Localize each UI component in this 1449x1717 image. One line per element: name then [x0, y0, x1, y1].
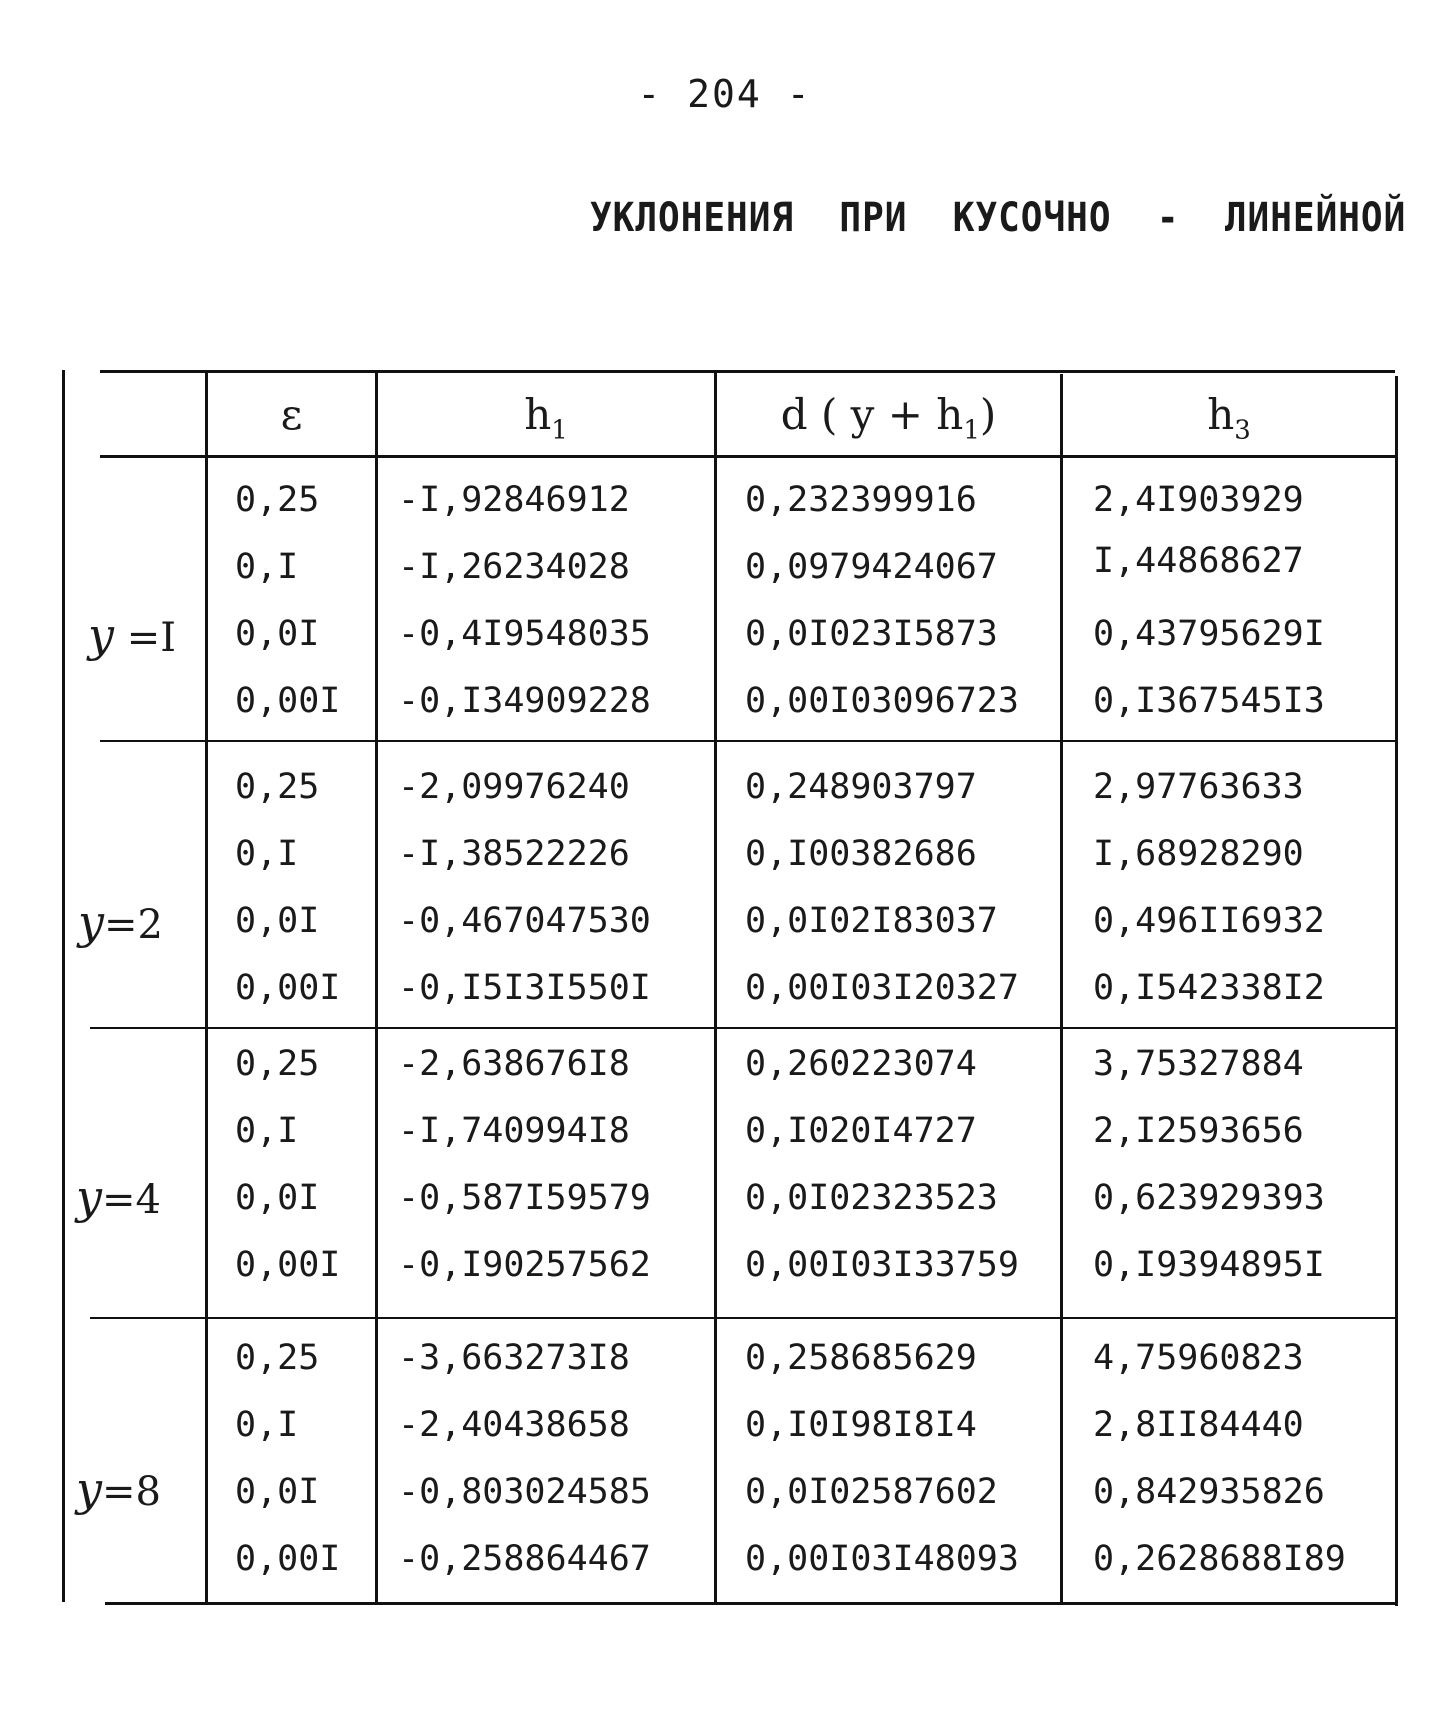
d-cell: 0,I020I4727 — [745, 1111, 977, 1151]
d-cell: 0,0979424067 — [745, 547, 998, 587]
d-cell: 0,00I03I33759 — [745, 1245, 1019, 1285]
h1-cell: -0,I90257562 — [398, 1245, 651, 1285]
h1-cell: -2,40438658 — [398, 1405, 630, 1445]
h1-cell: -0,I34909228 — [398, 681, 651, 721]
h3-cell: 0,496II6932 — [1093, 901, 1325, 941]
h3-cell: 4,75960823 — [1093, 1338, 1304, 1378]
d-cell: 0,00I03I20327 — [745, 968, 1019, 1008]
h3-base: h — [1207, 390, 1235, 439]
epsilon-cell: 0,25 — [235, 480, 320, 520]
header-h1 — [378, 385, 714, 445]
h3-subscript: 3 — [1234, 415, 1251, 446]
group-label: y=8 — [76, 1462, 161, 1516]
h1-base: h — [524, 390, 552, 439]
epsilon-cell: 0,25 — [235, 1044, 320, 1084]
header-divider — [100, 455, 1395, 458]
d-cell: 0,0I02323523 — [745, 1178, 998, 1218]
epsilon-cell: 0,25 — [235, 767, 320, 807]
epsilon-cell: 0,00I — [235, 1539, 341, 1579]
epsilon-cell: 0,0I — [235, 901, 320, 941]
group-label: y =I — [88, 608, 177, 662]
header-epsilon — [208, 385, 375, 445]
d-cell: 0,260223074 — [745, 1044, 977, 1084]
d-cell: 0,I0I98I8I4 — [745, 1405, 977, 1445]
epsilon-cell: 0,00I — [235, 968, 341, 1008]
table-border-top — [100, 370, 1395, 373]
h3-cell: 2,8II84440 — [1093, 1405, 1304, 1445]
d-cell: 0,0I02587602 — [745, 1472, 998, 1512]
h1-cell: -I,740994I8 — [398, 1111, 630, 1151]
h3-cell: 0,I9394895I — [1093, 1245, 1325, 1285]
d-cell: 0,258685629 — [745, 1338, 977, 1378]
h3-cell: 0,623929393 — [1093, 1178, 1325, 1218]
group-divider — [100, 740, 1395, 742]
page-title: УКЛОНЕНИЯ ПРИ КУСОЧНО - ЛИНЕЙНОЙ — [590, 195, 1407, 241]
h1-cell: -2,638676I8 — [398, 1044, 630, 1084]
h1-cell: -0,467047530 — [398, 901, 651, 941]
header-h3 — [1063, 385, 1395, 445]
h1-cell: -0,I5I3I550I — [398, 968, 651, 1008]
h1-cell: -3,663273I8 — [398, 1338, 630, 1378]
h3-cell: 2,4I903929 — [1093, 480, 1304, 520]
h3-cell: 0,2628688I89 — [1093, 1539, 1346, 1579]
d-cell: 0,0I02I83037 — [745, 901, 998, 941]
d-cell: 0,248903797 — [745, 767, 977, 807]
h1-subscript: 1 — [551, 415, 568, 446]
h1-cell: -I,92846912 — [398, 480, 630, 520]
group-label: y=4 — [76, 1170, 161, 1224]
epsilon-symbol: ε — [280, 390, 303, 439]
group-label: y=2 — [78, 895, 163, 949]
h1-cell: -0,4I9548035 — [398, 614, 651, 654]
h3-cell: 0,I367545I3 — [1093, 681, 1325, 721]
h1-cell: -2,09976240 — [398, 767, 630, 807]
d-suffix: ) — [979, 390, 997, 439]
table-border-right — [1395, 376, 1398, 1606]
epsilon-cell: 0,0I — [235, 1472, 320, 1512]
page-number: - 204 - — [637, 72, 812, 116]
d-cell: 0,232399916 — [745, 480, 977, 520]
group-divider — [90, 1027, 1395, 1029]
d-cell: 0,00I03I48093 — [745, 1539, 1019, 1579]
h1-cell: -0,803024585 — [398, 1472, 651, 1512]
d-cell: 0,0I023I5873 — [745, 614, 998, 654]
column-divider — [1060, 374, 1063, 1602]
h1-cell: -0,587I59579 — [398, 1178, 651, 1218]
h3-cell: 0,43795629I — [1093, 614, 1325, 654]
h3-cell: 2,97763633 — [1093, 767, 1304, 807]
header-d-y-h1 — [717, 385, 1060, 445]
epsilon-cell: 0,0I — [235, 1178, 320, 1218]
h3-cell: I,44868627 — [1093, 541, 1304, 581]
group-divider — [90, 1317, 1395, 1319]
column-divider — [205, 372, 208, 1602]
d-cell: 0,I00382686 — [745, 834, 977, 874]
epsilon-cell: 0,00I — [235, 681, 341, 721]
table-border-bottom — [105, 1602, 1395, 1605]
h1-cell: -I,26234028 — [398, 547, 630, 587]
h3-cell: 0,I542338I2 — [1093, 968, 1325, 1008]
h1-cell: -0,258864467 — [398, 1539, 651, 1579]
epsilon-cell: 0,25 — [235, 1338, 320, 1378]
epsilon-cell: 0,I — [235, 1405, 299, 1445]
table-border-left — [62, 370, 65, 1602]
epsilon-cell: 0,I — [235, 1111, 299, 1151]
h3-cell: 0,842935826 — [1093, 1472, 1325, 1512]
h3-cell: 2,I2593656 — [1093, 1111, 1304, 1151]
d-prefix: d ( y + h — [780, 390, 964, 439]
column-divider — [375, 372, 378, 1602]
column-divider — [714, 372, 717, 1602]
epsilon-cell: 0,I — [235, 547, 299, 587]
h3-cell: I,68928290 — [1093, 834, 1304, 874]
epsilon-cell: 0,0I — [235, 614, 320, 654]
d-cell: 0,00I03096723 — [745, 681, 1019, 721]
h1-cell: -I,38522226 — [398, 834, 630, 874]
epsilon-cell: 0,00I — [235, 1245, 341, 1285]
d-subscript: 1 — [963, 415, 980, 446]
epsilon-cell: 0,I — [235, 834, 299, 874]
h3-cell: 3,75327884 — [1093, 1044, 1304, 1084]
